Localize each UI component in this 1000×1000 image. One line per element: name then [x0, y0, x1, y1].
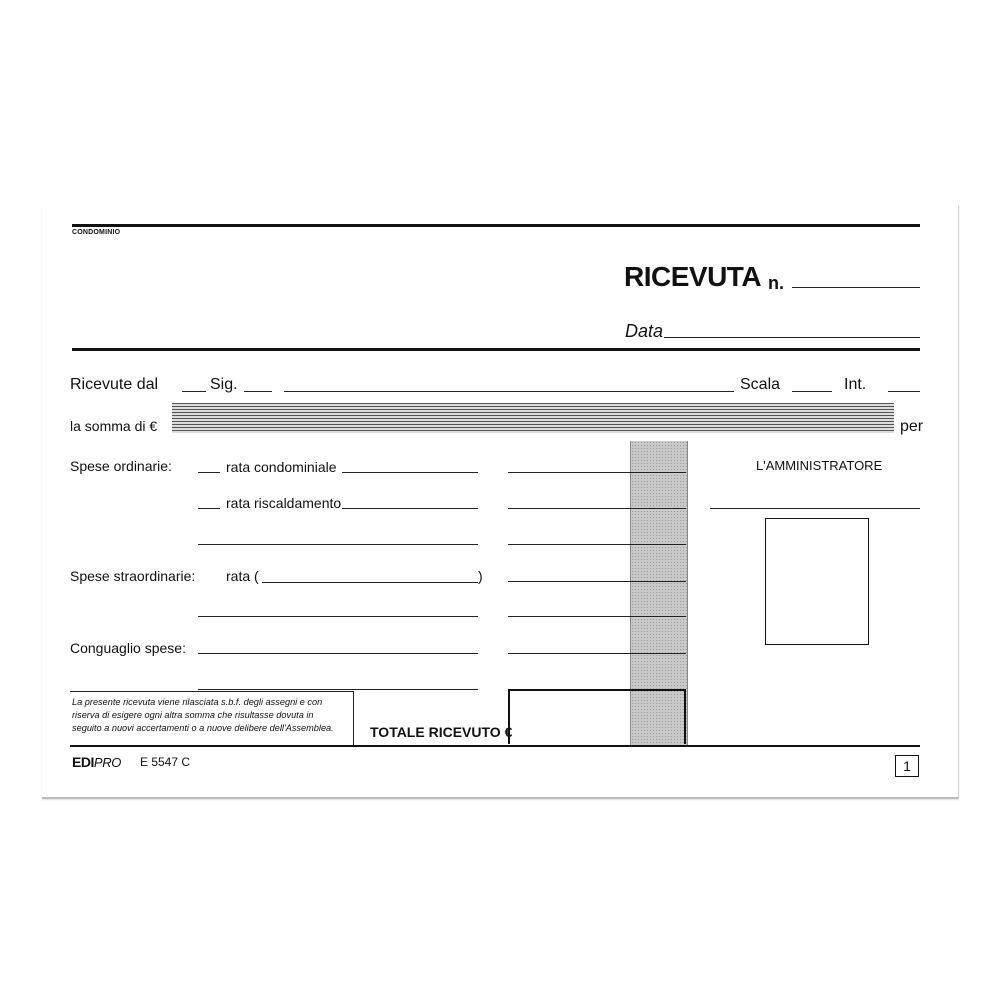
extraordinary-amount-field-2[interactable]	[508, 616, 686, 617]
sum-amount-field[interactable]	[172, 403, 894, 433]
receipt-number-field[interactable]	[792, 287, 920, 288]
page-number-box	[895, 755, 919, 777]
date-field[interactable]	[664, 337, 920, 338]
date-label: Data	[625, 321, 664, 341]
heating-rate-dash	[198, 508, 220, 509]
ordinary-expenses-label: Spese ordinarie:	[70, 458, 172, 474]
stamp-box[interactable]	[765, 518, 869, 645]
disclaimer-line-3: seguito a nuovi accertamenti o a nuove delibere dell'Assemblea.	[72, 723, 334, 733]
condo-rate-dash	[198, 472, 220, 473]
receipt-sheet	[42, 205, 959, 799]
sum-label: la somma di €	[70, 418, 158, 434]
administrator-label: L'AMMINISTRATORE	[756, 458, 883, 473]
ordinary-extra-amount-field[interactable]	[508, 544, 686, 545]
brand-bold: EDI	[72, 754, 94, 770]
edipro-logo	[72, 754, 121, 770]
extraordinary-desc-field-2[interactable]	[198, 616, 478, 617]
total-received-label: TOTALE RICEVUTO €	[370, 724, 513, 740]
brand-light: PRO	[93, 755, 122, 770]
scala-field[interactable]	[792, 391, 832, 392]
heating-rate-amount-field[interactable]	[508, 508, 686, 509]
adjustment-expenses-label: Conguaglio spese:	[70, 640, 186, 656]
administrator-signature-field[interactable]	[710, 508, 920, 509]
top-rule	[72, 224, 920, 227]
sig-label: Sig.	[210, 376, 238, 393]
heating-rate-label: rata riscaldamento	[226, 495, 342, 511]
rate-close-label: )	[478, 568, 483, 584]
bottom-rule	[70, 745, 920, 747]
condo-rate-label: rata condominiale	[226, 459, 337, 475]
per-label: per	[900, 418, 924, 435]
number-label: n.	[768, 273, 784, 293]
page-number: 1	[903, 758, 911, 774]
sig-short-field[interactable]	[244, 391, 272, 392]
rate-open-label: rata (	[226, 568, 259, 584]
int-field[interactable]	[888, 391, 920, 392]
heating-rate-desc-field[interactable]	[342, 508, 478, 509]
footer-top-rule	[70, 691, 353, 692]
receipt-title: RICEVUTA	[624, 261, 762, 292]
condominio-label: CONDOMINIO	[72, 229, 121, 236]
extraordinary-amount-field-1[interactable]	[508, 581, 686, 582]
disclaimer-line-2: riserva di esigere ogni altra somma che risultasse dovuta in	[72, 710, 314, 720]
ordinary-extra-desc-field[interactable]	[198, 544, 478, 545]
adjustment-desc-field[interactable]	[198, 653, 478, 654]
rate-description-field[interactable]	[262, 582, 478, 583]
product-code: E 5547 C	[140, 755, 191, 769]
footer-divider	[353, 691, 354, 746]
received-from-label: Ricevute dal	[70, 376, 159, 393]
extraordinary-expenses-label: Spese straordinarie:	[70, 568, 196, 584]
payer-name-field[interactable]	[284, 391, 734, 392]
notes-field[interactable]	[198, 689, 478, 690]
condo-rate-amount-field[interactable]	[508, 472, 686, 473]
received-from-dash	[182, 391, 206, 392]
header-rule	[72, 348, 920, 351]
total-received-field[interactable]	[508, 689, 686, 744]
adjustment-amount-field[interactable]	[508, 653, 686, 654]
scala-label: Scala	[740, 376, 781, 393]
disclaimer-line-1: La presente ricevuta viene rilasciata s.b.f. degli assegni e con	[72, 697, 323, 707]
condo-rate-desc-field[interactable]	[342, 472, 478, 473]
int-label: Int.	[844, 376, 867, 393]
